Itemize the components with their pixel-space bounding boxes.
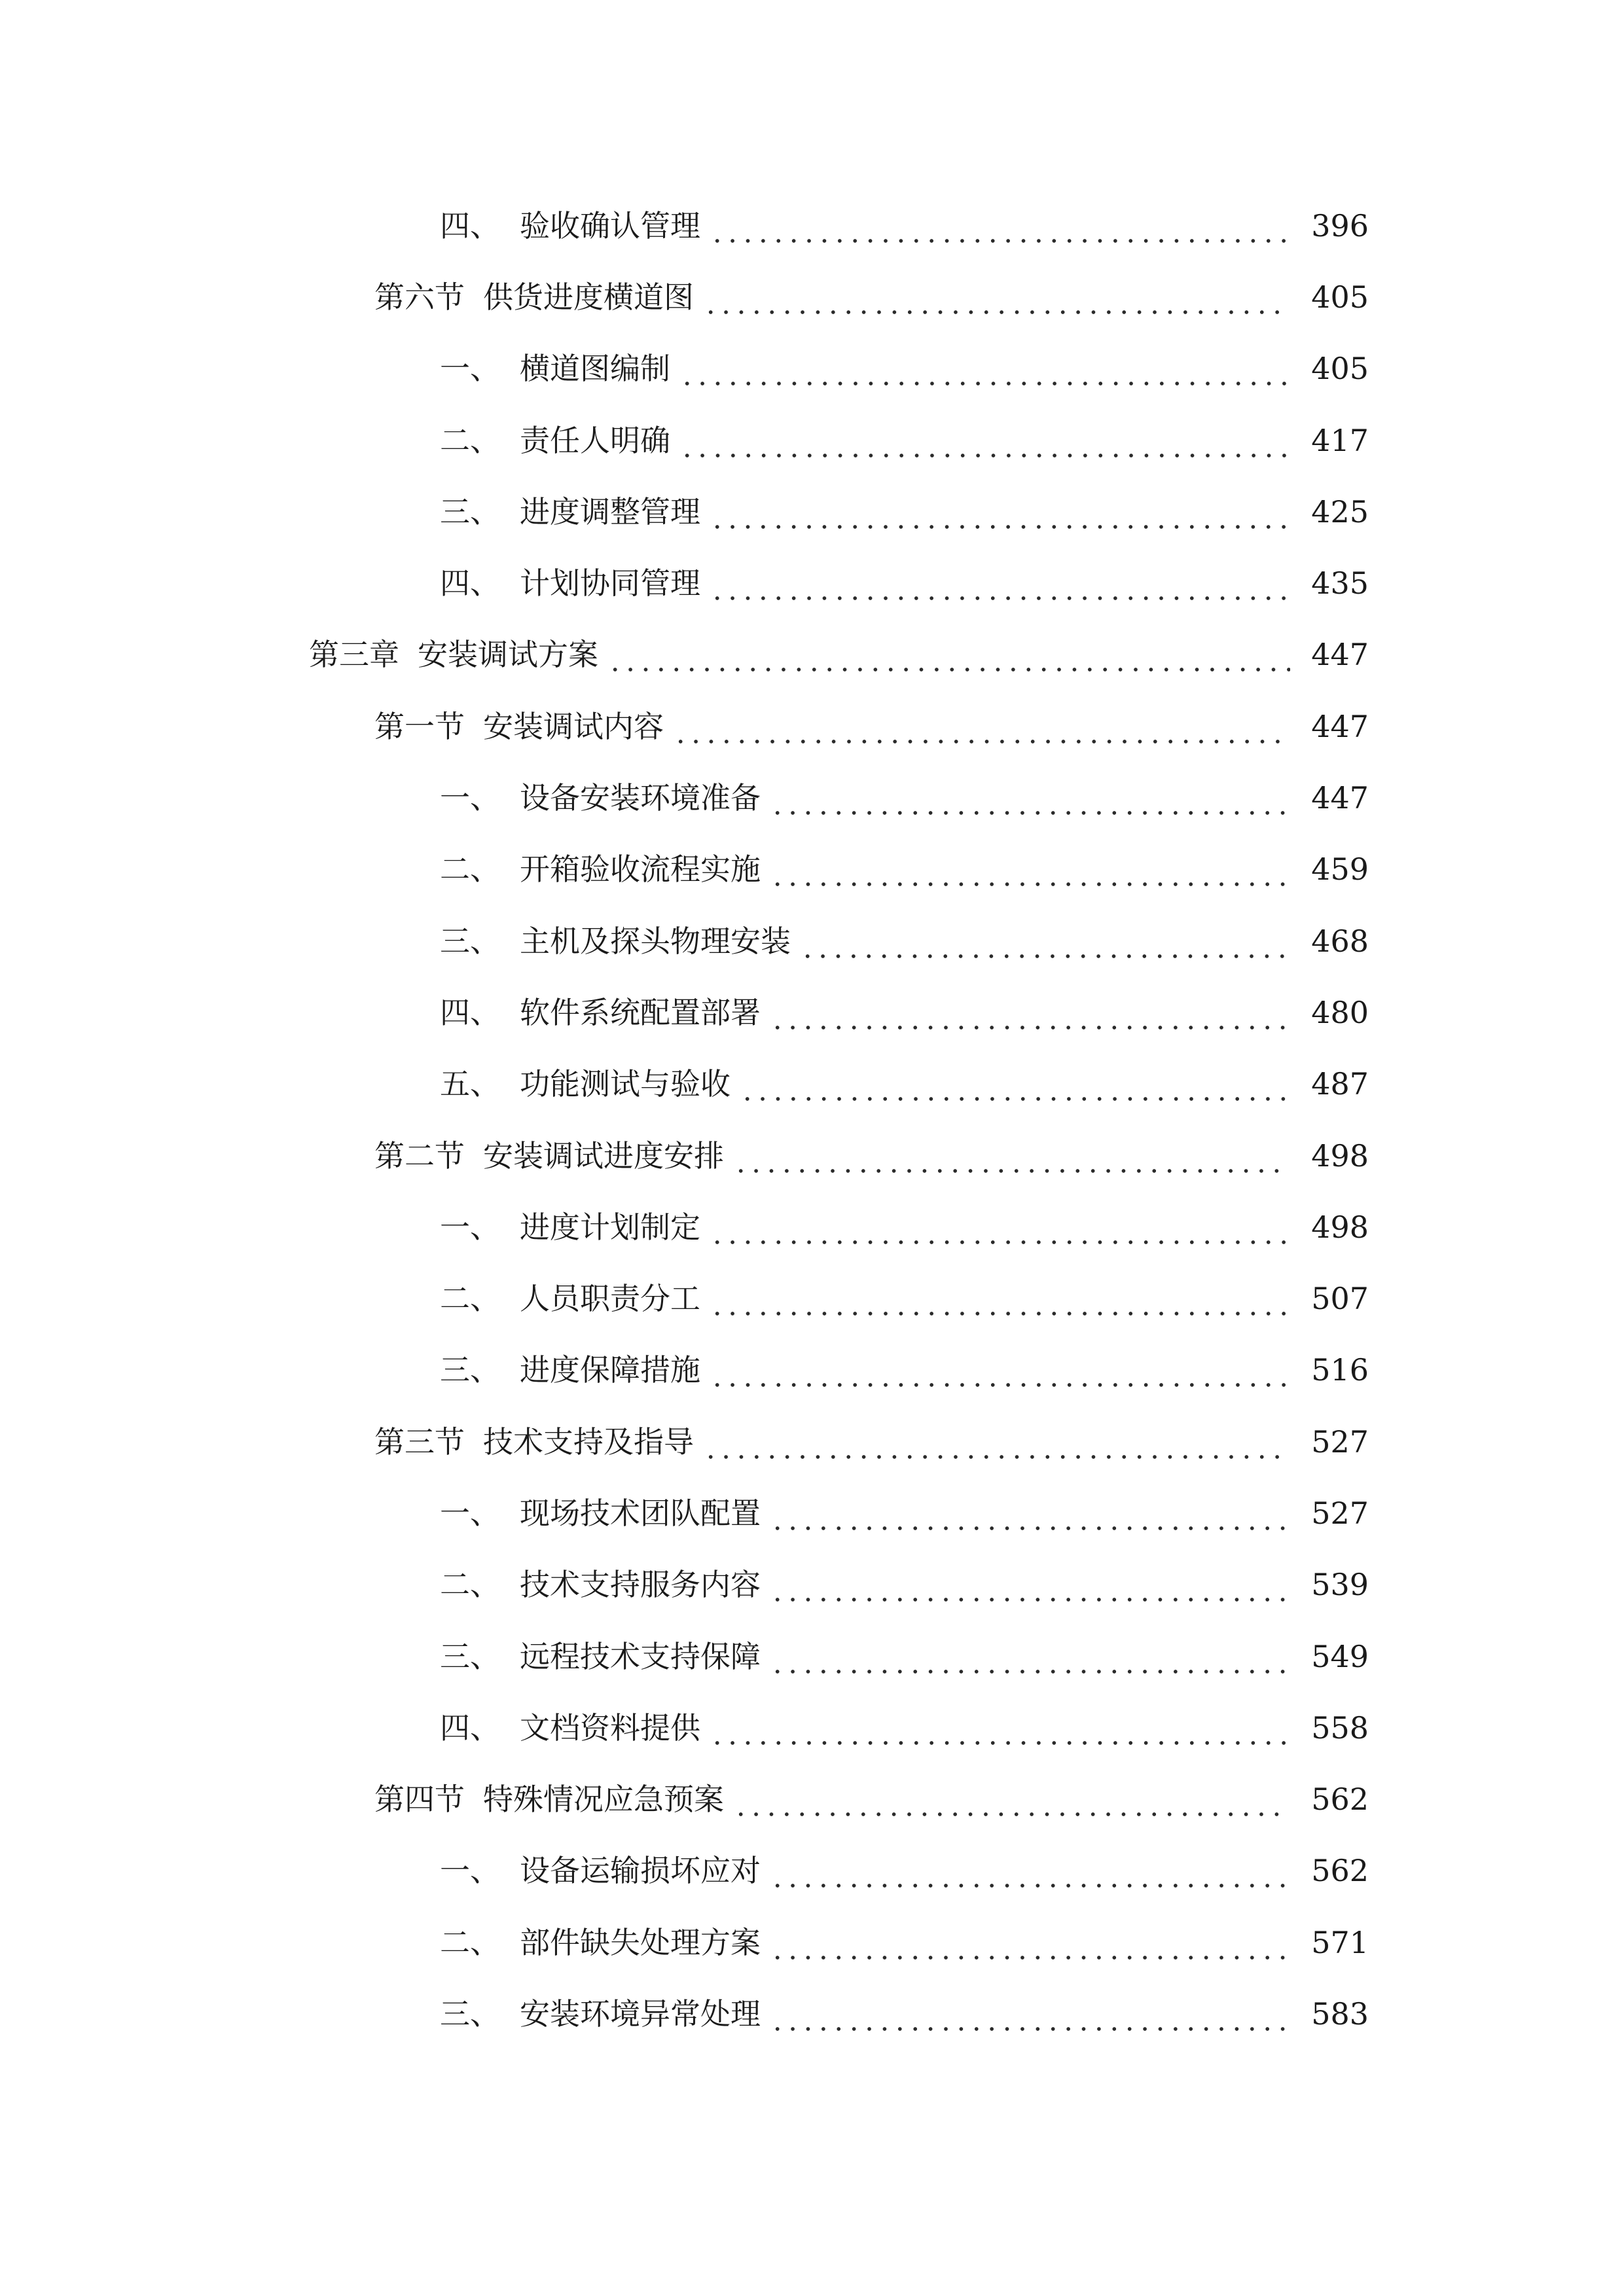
toc-entry-number: 一、 bbox=[440, 1853, 500, 1889]
toc-entry-number: 四、 bbox=[440, 1710, 500, 1746]
toc-entry-number: 二、 bbox=[440, 1567, 500, 1603]
toc-entry[interactable] bbox=[0, 619, 1624, 691]
toc-entry-heading bbox=[440, 207, 700, 243]
toc-entry-title: 远程技术支持保障 bbox=[520, 1638, 761, 1674]
toc-entry[interactable] bbox=[0, 1621, 1624, 1692]
toc-page-number: 405 bbox=[1311, 351, 1369, 387]
toc-page-number: 487 bbox=[1311, 1066, 1369, 1102]
toc-entry-title: 供货进度横道图 bbox=[483, 279, 694, 315]
toc-page-number: 539 bbox=[1311, 1567, 1369, 1603]
toc-entry-heading bbox=[440, 1066, 731, 1102]
toc-page-number: 562 bbox=[1311, 1782, 1369, 1818]
toc-entry-title: 设备安装环境准备 bbox=[520, 780, 761, 816]
dot-leader bbox=[710, 572, 1290, 602]
toc-entry-heading bbox=[440, 351, 670, 387]
toc-entry-title: 安装环境异常处理 bbox=[520, 1996, 761, 2032]
toc-entry-number: 四、 bbox=[440, 207, 500, 243]
toc-entry[interactable] bbox=[0, 1406, 1624, 1477]
toc-entry-title: 进度计划制定 bbox=[520, 1209, 700, 1245]
toc-entry-heading bbox=[440, 1281, 700, 1317]
toc-entry[interactable] bbox=[0, 1692, 1624, 1763]
toc-entry[interactable] bbox=[0, 547, 1624, 619]
dot-leader bbox=[770, 1573, 1290, 1604]
toc-entry-heading bbox=[440, 1924, 761, 1960]
toc-entry-number: 三、 bbox=[440, 923, 500, 959]
dot-leader bbox=[673, 715, 1290, 745]
toc-entry-heading bbox=[440, 1209, 700, 1245]
toc-entry-heading bbox=[440, 1853, 761, 1889]
toc-entry-title: 人员职责分工 bbox=[520, 1281, 700, 1317]
toc-entry[interactable] bbox=[0, 1835, 1624, 1907]
toc-entry-heading bbox=[374, 1782, 724, 1818]
toc-entry-title: 进度保障措施 bbox=[520, 1352, 700, 1388]
toc-entry[interactable] bbox=[0, 1335, 1624, 1406]
dot-leader bbox=[607, 643, 1290, 673]
toc-page-number: 516 bbox=[1311, 1352, 1369, 1388]
toc-entry[interactable] bbox=[0, 1978, 1624, 2049]
dot-leader bbox=[770, 1645, 1290, 1676]
dot-leader bbox=[770, 2003, 1290, 2033]
toc-page-number: 558 bbox=[1311, 1710, 1369, 1746]
toc-page-number: 447 bbox=[1311, 637, 1369, 673]
dot-leader bbox=[770, 1931, 1290, 1962]
toc-page-number: 396 bbox=[1311, 207, 1369, 243]
toc-entry-title: 横道图编制 bbox=[520, 351, 670, 387]
toc-entry-title: 功能测试与验收 bbox=[520, 1066, 731, 1102]
toc-entry-title: 现场技术团队配置 bbox=[520, 1495, 761, 1531]
toc-page-number: 498 bbox=[1311, 1138, 1369, 1174]
toc-entry-title: 特殊情况应急预案 bbox=[483, 1782, 724, 1818]
toc-entry[interactable] bbox=[0, 1120, 1624, 1191]
toc-entry[interactable] bbox=[0, 1764, 1624, 1835]
toc-entry-heading bbox=[440, 1495, 761, 1531]
dot-leader bbox=[800, 930, 1290, 960]
toc-entry-heading bbox=[309, 637, 598, 673]
toc-page-number: 425 bbox=[1311, 493, 1369, 529]
toc-entry-heading bbox=[440, 1710, 700, 1746]
toc-entry-heading bbox=[440, 923, 791, 959]
toc-entry-number: 第三章 bbox=[309, 637, 399, 673]
toc-entry[interactable] bbox=[0, 977, 1624, 1048]
dot-leader bbox=[710, 1287, 1290, 1318]
dot-leader bbox=[733, 1145, 1290, 1175]
toc-page-number: 527 bbox=[1311, 1424, 1369, 1460]
dot-leader bbox=[710, 1216, 1290, 1246]
dot-leader bbox=[770, 1502, 1290, 1532]
toc-entry-number: 三、 bbox=[440, 1638, 500, 1674]
toc-entry-heading bbox=[374, 708, 664, 744]
dot-leader bbox=[740, 1073, 1290, 1103]
toc-page-number: 571 bbox=[1311, 1924, 1369, 1960]
toc-entry-heading bbox=[440, 1996, 761, 2032]
toc-entry[interactable] bbox=[0, 1907, 1624, 1978]
toc-page-number: 507 bbox=[1311, 1281, 1369, 1317]
dot-leader bbox=[703, 1431, 1290, 1461]
toc-entry-number: 第二节 bbox=[374, 1138, 465, 1174]
toc-entry-title: 安装调试进度安排 bbox=[483, 1138, 724, 1174]
toc-entry-number: 一、 bbox=[440, 1209, 500, 1245]
toc-entry-heading bbox=[440, 780, 761, 816]
toc-entry[interactable] bbox=[0, 476, 1624, 547]
toc-entry[interactable] bbox=[0, 1049, 1624, 1120]
toc-entry-number: 二、 bbox=[440, 422, 500, 458]
toc-entry-heading bbox=[440, 1567, 761, 1603]
toc-entry[interactable] bbox=[0, 905, 1624, 977]
toc-entry-title: 技术支持服务内容 bbox=[520, 1567, 761, 1603]
toc-entry-number: 四、 bbox=[440, 994, 500, 1030]
toc-entry-heading bbox=[440, 1638, 761, 1674]
toc-entry-number: 二、 bbox=[440, 852, 500, 888]
dot-leader bbox=[770, 787, 1290, 817]
toc-entry[interactable] bbox=[0, 1263, 1624, 1334]
toc-entry-title: 软件系统配置部署 bbox=[520, 994, 761, 1030]
toc-page-number: 405 bbox=[1311, 279, 1369, 315]
toc-entry[interactable] bbox=[0, 404, 1624, 476]
dot-leader bbox=[770, 1859, 1290, 1890]
toc-entry-number: 二、 bbox=[440, 1281, 500, 1317]
dot-leader bbox=[770, 1001, 1290, 1031]
toc-entry-heading bbox=[440, 493, 700, 529]
dot-leader bbox=[679, 429, 1290, 459]
toc-page-number: 583 bbox=[1311, 1996, 1369, 2032]
toc-entry-number: 三、 bbox=[440, 1352, 500, 1388]
toc-entry-title: 安装调试方案 bbox=[418, 637, 598, 673]
dot-leader bbox=[770, 858, 1290, 888]
toc-page-number: 480 bbox=[1311, 994, 1369, 1030]
toc-page-number: 435 bbox=[1311, 565, 1369, 601]
toc-entry-title: 部件缺失处理方案 bbox=[520, 1924, 761, 1960]
toc-entry[interactable] bbox=[0, 333, 1624, 404]
toc-entry-heading bbox=[440, 1352, 700, 1388]
toc-entry-heading bbox=[374, 1138, 724, 1174]
toc-entry[interactable] bbox=[0, 1549, 1624, 1621]
toc-entry-heading bbox=[440, 565, 700, 601]
toc-entry-number: 第四节 bbox=[374, 1782, 465, 1818]
toc-page-number: 447 bbox=[1311, 708, 1369, 744]
toc-page-number: 468 bbox=[1311, 923, 1369, 959]
toc-entry-title: 主机及探头物理安装 bbox=[520, 923, 791, 959]
toc-entry-number: 一、 bbox=[440, 780, 500, 816]
dot-leader bbox=[710, 215, 1290, 245]
toc-entry-number: 一、 bbox=[440, 351, 500, 387]
toc-entry-title: 进度调整管理 bbox=[520, 493, 700, 529]
toc-entry[interactable] bbox=[0, 190, 1624, 261]
toc-entry[interactable] bbox=[0, 762, 1624, 833]
toc-page-number: 417 bbox=[1311, 422, 1369, 458]
toc-entry[interactable] bbox=[0, 834, 1624, 905]
dot-leader bbox=[710, 1717, 1290, 1747]
toc-entry-title: 验收确认管理 bbox=[520, 207, 700, 243]
toc-entry-title: 开箱验收流程实施 bbox=[520, 852, 761, 888]
toc-entry-title: 文档资料提供 bbox=[520, 1710, 700, 1746]
toc-entry-heading bbox=[440, 422, 670, 458]
dot-leader bbox=[679, 357, 1290, 387]
toc-page-number: 549 bbox=[1311, 1638, 1369, 1674]
toc-entry-number: 三、 bbox=[440, 1996, 500, 2032]
toc-entry-title: 设备运输损坏应对 bbox=[520, 1853, 761, 1889]
toc-entry-heading bbox=[440, 852, 761, 888]
toc-entry-heading bbox=[374, 279, 694, 315]
dot-leader bbox=[710, 501, 1290, 531]
dot-leader bbox=[733, 1788, 1290, 1818]
toc-page-number: 447 bbox=[1311, 780, 1369, 816]
toc-page-number: 459 bbox=[1311, 852, 1369, 888]
toc-entry-heading bbox=[374, 1424, 694, 1460]
toc-page-number: 498 bbox=[1311, 1209, 1369, 1245]
toc-entry-number: 二、 bbox=[440, 1924, 500, 1960]
toc-entry[interactable] bbox=[0, 1191, 1624, 1263]
toc-entry-title: 技术支持及指导 bbox=[483, 1424, 694, 1460]
toc-entry-number: 四、 bbox=[440, 565, 500, 601]
toc-page-number: 527 bbox=[1311, 1495, 1369, 1531]
toc-entry-title: 安装调试内容 bbox=[483, 708, 664, 744]
toc-entry-title: 计划协同管理 bbox=[520, 565, 700, 601]
toc-entry[interactable] bbox=[0, 691, 1624, 762]
toc-entry-number: 一、 bbox=[440, 1495, 500, 1531]
toc-entry-number: 五、 bbox=[440, 1066, 500, 1102]
dot-leader bbox=[710, 1359, 1290, 1389]
table-of-contents bbox=[0, 190, 1624, 2050]
toc-entry[interactable] bbox=[0, 261, 1624, 332]
toc-entry-number: 第六节 bbox=[374, 279, 465, 315]
dot-leader bbox=[703, 286, 1290, 316]
toc-page-number: 562 bbox=[1311, 1853, 1369, 1889]
toc-entry-number: 三、 bbox=[440, 493, 500, 529]
toc-entry-title: 责任人明确 bbox=[520, 422, 670, 458]
toc-entry-number: 第一节 bbox=[374, 708, 465, 744]
toc-entry-number: 第三节 bbox=[374, 1424, 465, 1460]
toc-entry[interactable] bbox=[0, 1477, 1624, 1549]
toc-entry-heading bbox=[440, 994, 761, 1030]
